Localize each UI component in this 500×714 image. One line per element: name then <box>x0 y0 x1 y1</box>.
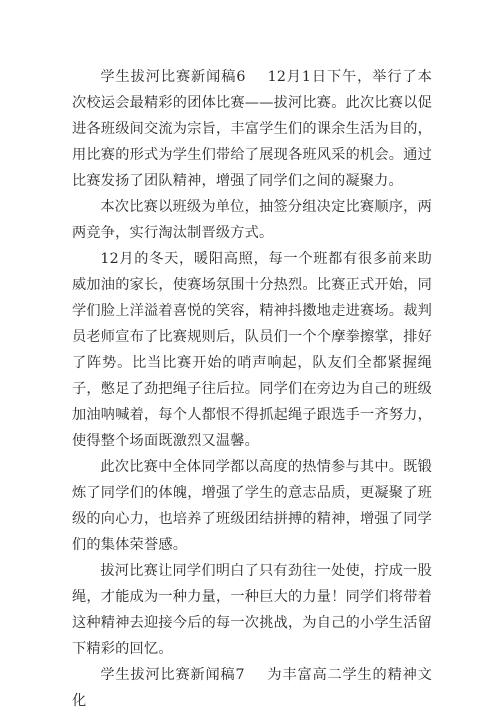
paragraph-6 <box>72 662 432 714</box>
paragraph-3: 12月的冬天，暖阳高照，每一个班都有很多前来助威加油的家长，使赛场氛围十分热烈。比赛正式开始，同学们脸上洋溢着喜悦的笑容，精神抖擞地走进赛场。裁判员老师宣布了比赛规则后，队员们一个个摩拳擦掌，排好了阵势。比当比赛开始的哨声响起，队友们全都紧握绳子，憋足了劲把绳子往后拉。同学们在旁边为自己的班级加油呐喊着，每个人都恨不得抓起绳子跟选手一齐努力，使得整个场面既激烈又温馨。 <box>72 251 432 449</box>
article-body <box>72 64 432 714</box>
paragraph-1 <box>72 64 432 194</box>
paragraph-5: 拔河比赛让同学们明白了只有劲往一处使，拧成一股绳，才能成为一种力量，一种巨大的力量！同学们将带着这种精神去迎接今后的每一次挑战，为自己的小学生活留下精彩的回忆。 <box>72 563 432 657</box>
paragraph-4: 此次比赛中全体同学都以高度的热情参与其中。既锻炼了同学们的体魄，增强了学生的意志品质，更凝聚了班级的向心力，也培养了班级团结拼搏的精神，增强了同学们的集体荣誉感。 <box>72 459 432 553</box>
paragraph-1-body: 12月1日下午，举行了本次校运会最精彩的团体比赛——拔河比赛。此次比赛以促进各班级间交流为宗旨，丰富学生们的课余生活为目的，用比赛的形式为学生们带给了展现各班风采的机会。通过比赛发扬了团队精神，增强了同学们之间的凝聚力。 <box>72 69 432 189</box>
article-title-7: 学生拔河比赛新闻稿7 <box>100 667 245 683</box>
article-title-6: 学生拔河比赛新闻稿6 <box>100 69 246 85</box>
paragraph-2: 本次比赛以班级为单位，抽签分组决定比赛顺序，两两竞争，实行淘汰制晋级方式。 <box>72 199 432 241</box>
paragraph-6-body: 为丰富高二学生的精神文化 <box>72 667 433 709</box>
